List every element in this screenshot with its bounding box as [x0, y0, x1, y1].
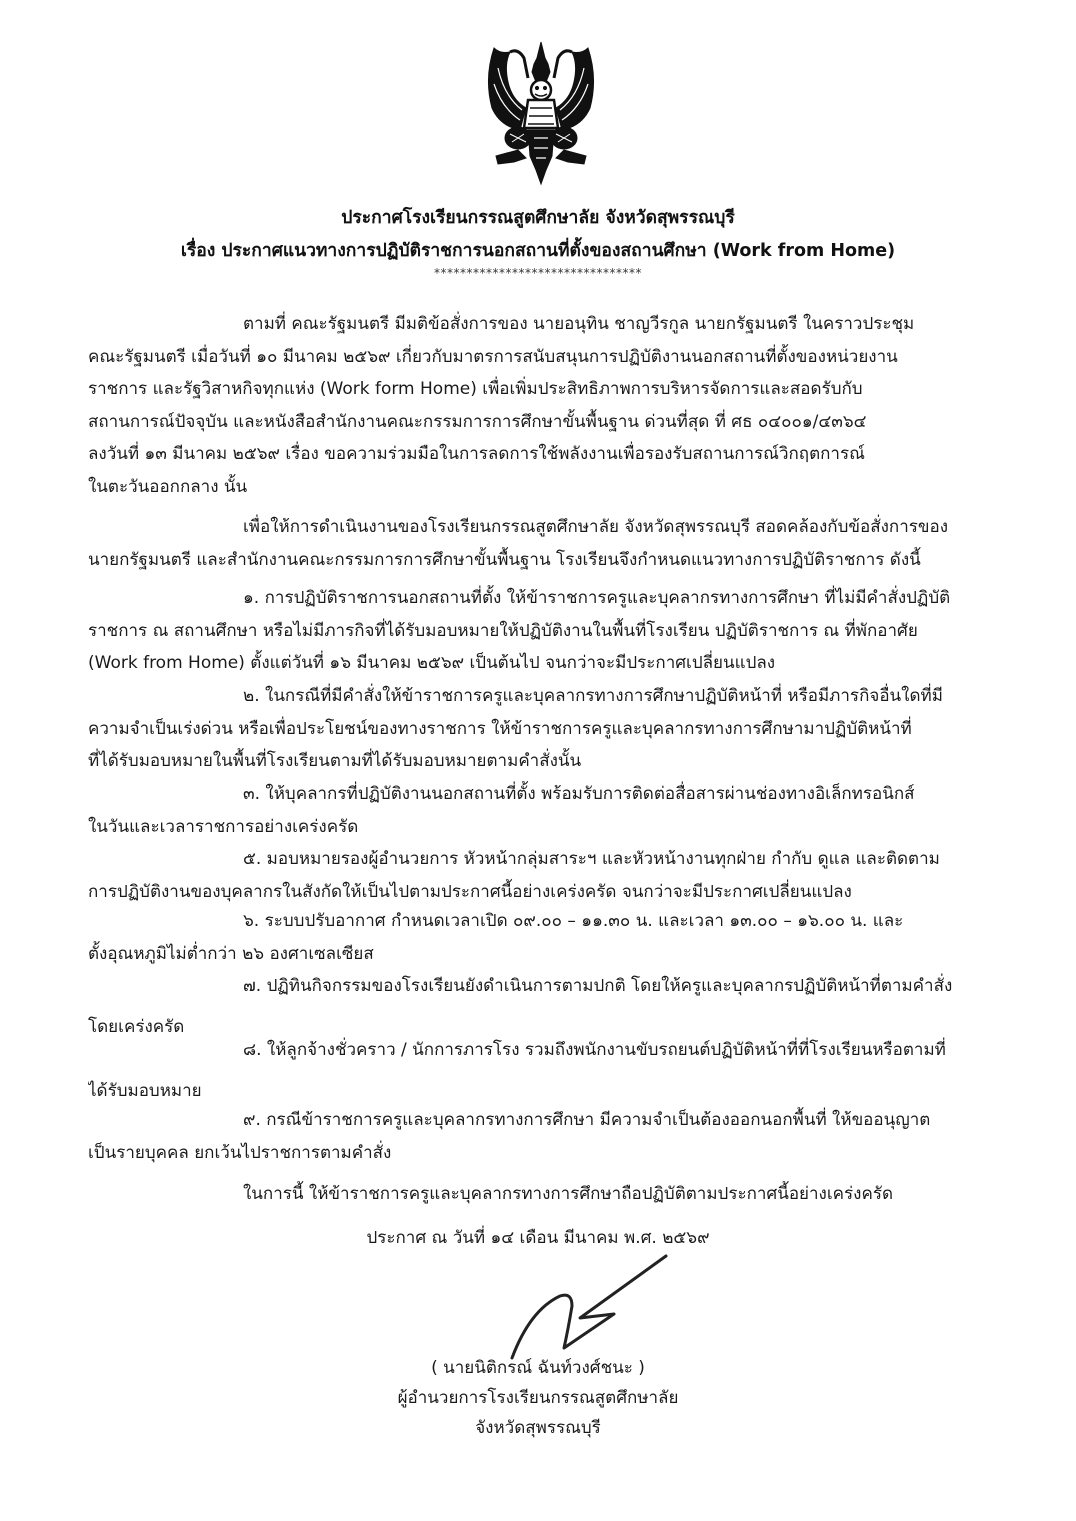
item-line: เป็นรายบุคคล ยกเว้นไปราชการตามคำสั่ง [88, 1142, 392, 1163]
signature-icon [490, 1250, 690, 1360]
signatory-province: จังหวัดสุพรรณบุรี [475, 1418, 601, 1438]
item-line: ตั้งอุณหภูมิไม่ต่ำกว่า ๒๖ องศาเซลเซียส [88, 943, 374, 964]
item-line: ๓. ให้บุคลากรที่ปฏิบัติงานนอกสถานที่ตั้ง พร้อมรับการติดต่อสื่อสารผ่านช่องทางอิเล็กทรอนิกส์ [243, 784, 915, 804]
list-item-6 [88, 905, 988, 970]
list-item-7 [88, 970, 988, 1043]
item-line: ในวันและเวลาราชการอย่างเคร่งครัด [88, 816, 359, 837]
intro-line: ตามที่ คณะรัฐมนตรี มีมติข้อสั่งการของ นายอนุทิน ชาญวีรกูล นายกรัฐมนตรี ในคราวประชุม [243, 314, 915, 334]
item-line: ๙. กรณีข้าราชการครูและบุคลากรทางการศึกษา มีความจำเป็นต้องออกนอกพื้นที่ ให้ขออนุญาต [243, 1110, 931, 1130]
item-line: ๖. ระบบปรับอากาศ กำหนดเวลาเปิด ๐๙.๐๐ – ๑๑.๓๐ น. และเวลา ๑๓.๐๐ – ๑๖.๐๐ น. และ [243, 911, 904, 931]
item-line: การปฏิบัติงานของบุคลากรในสังกัดให้เป็นไปตามประกาศนี้อย่างเคร่งครัด จนกว่าจะมีประกาศเปลี่ยนแปลง [88, 881, 852, 902]
purpose-line: นายกรัฐมนตรี และสำนักงานคณะกรรมการการศึกษาขั้นพื้นฐาน โรงเรียนจึงกำหนดแนวทางการปฏิบัติราชการ ดังนี้ [88, 549, 921, 570]
intro-line: ในตะวันออกกลาง นั้น [88, 476, 248, 497]
closing-line: ในการนี้ ให้ข้าราชการครูและบุคลากรทางการศึกษาถือปฏิบัติตามประกาศนี้อย่างเคร่งครัด [243, 1184, 894, 1204]
list-item-5 [88, 843, 988, 908]
item-line: ได้รับมอบหมาย [88, 1080, 202, 1101]
intro-line: สถานการณ์ปัจจุบัน และหนังสือสำนักงานคณะกรรมการการศึกษาขั้นพื้นฐาน ด่วนที่สุด ที่ ศธ ๐๔๐๐๑/๔๓๖๔ [88, 411, 867, 432]
item-line: ๕. มอบหมายรองผู้อำนวยการ หัวหน้ากลุ่มสาระฯ และหัวหน้างานทุกฝ่าย กำกับ ดูแล และติดตาม [243, 849, 940, 869]
purpose-paragraph [88, 511, 988, 576]
signatory-position: ผู้อำนวยการโรงเรียนกรรณสูตศึกษาลัย [397, 1388, 679, 1408]
purpose-line: เพื่อให้การดำเนินงานของโรงเรียนกรรณสูตศึกษาลัย จังหวัดสุพรรณบุรี สอดคล้องกับข้อสั่งการของ [243, 517, 949, 537]
item-line: โดยเคร่งครัด [88, 1016, 185, 1037]
document-title: ประกาศโรงเรียนกรรณสูตศึกษาลัย จังหวัดสุพรรณบุรี [341, 208, 735, 228]
item-line: ความจำเป็นเร่งด่วน หรือเพื่อประโยชน์ของทางราชการ ให้ข้าราชการครูและบุคลากรทางการศึกษามาปฏิบัติหน้าที่ [88, 718, 912, 739]
item-line: ราชการ ณ สถานศึกษา หรือไม่มีภารกิจที่ได้รับมอบหมายให้ปฏิบัติงานในพื้นที่โรงเรียน ปฏิบัติราชการ ณ ที่พักอาศัย [88, 620, 918, 641]
garuda-emblem-icon [484, 38, 598, 188]
intro-line: ลงวันที่ ๑๓ มีนาคม ๒๕๖๙ เรื่อง ขอความร่วมมือในการลดการใช้พลังงานเพื่อรองรับสถานการณ์วิกฤตการณ์ [88, 444, 865, 464]
list-item-2 [88, 680, 988, 778]
intro-line: ราชการ และรัฐวิสาหกิจทุกแห่ง (Work form Home) เพื่อเพิ่มประสิทธิภาพการบริหารจัดการและสอดรับกับ [88, 379, 863, 399]
signatory-name: ( นายนิติกรณ์ ฉันท์วงศ์ชนะ ) [431, 1358, 645, 1378]
list-item-8 [88, 1034, 988, 1107]
item-line: ๘. ให้ลูกจ้างชั่วคราว / นักการภารโรง รวมถึงพนักงานขับรถยนต์ปฏิบัติหน้าที่ที่โรงเรียนหรือตามที่ [243, 1040, 946, 1060]
list-item-1 [88, 582, 988, 680]
item-line: ๑. การปฏิบัติราชการนอกสถานที่ตั้ง ให้ข้าราชการครูและบุคลากรทางการศึกษา ที่ไม่มีคำสั่งปฏิบัติ [243, 588, 951, 608]
closing-paragraph [88, 1178, 988, 1211]
list-item-9 [88, 1104, 988, 1169]
item-line: ๒. ในกรณีที่มีคำสั่งให้ข้าราชการครูและบุคลากรทางการศึกษาปฏิบัติหน้าที่ หรือมีภารกิจอื่นใดที่มี [243, 686, 943, 706]
item-line: (Work from Home) ตั้งแต่วันที่ ๑๖ มีนาคม ๒๕๖๙ เป็นต้นไป จนกว่าจะมีประกาศเปลี่ยนแปลง [88, 653, 776, 673]
separator-line: ******************************** [434, 266, 642, 280]
list-item-3 [88, 778, 988, 843]
item-line: ที่ได้รับมอบหมายในพื้นที่โรงเรียนตามที่ได้รับมอบหมายตามคำสั่งนั้น [88, 751, 582, 771]
intro-paragraph [88, 308, 988, 503]
intro-line: คณะรัฐมนตรี เมื่อวันที่ ๑๐ มีนาคม ๒๕๖๙ เกี่ยวกับมาตรการสนับสนุนการปฏิบัติงานนอกสถานที่ตั้งของหน่วยงาน [88, 346, 898, 367]
item-line: ๗. ปฏิทินกิจกรรมของโรงเรียนยังดำเนินการตามปกติ โดยให้ครูและบุคลากรปฏิบัติหน้าที่ตามคำสั่ง [243, 976, 953, 996]
announcement-date: ประกาศ ณ วันที่ ๑๔ เดือน มีนาคม พ.ศ. ๒๕๖๙ [366, 1228, 710, 1248]
document-subject: เรื่อง ประกาศแนวทางการปฏิบัติราชการนอกสถานที่ตั้งของสถานศึกษา (Work from Home) [180, 241, 896, 261]
